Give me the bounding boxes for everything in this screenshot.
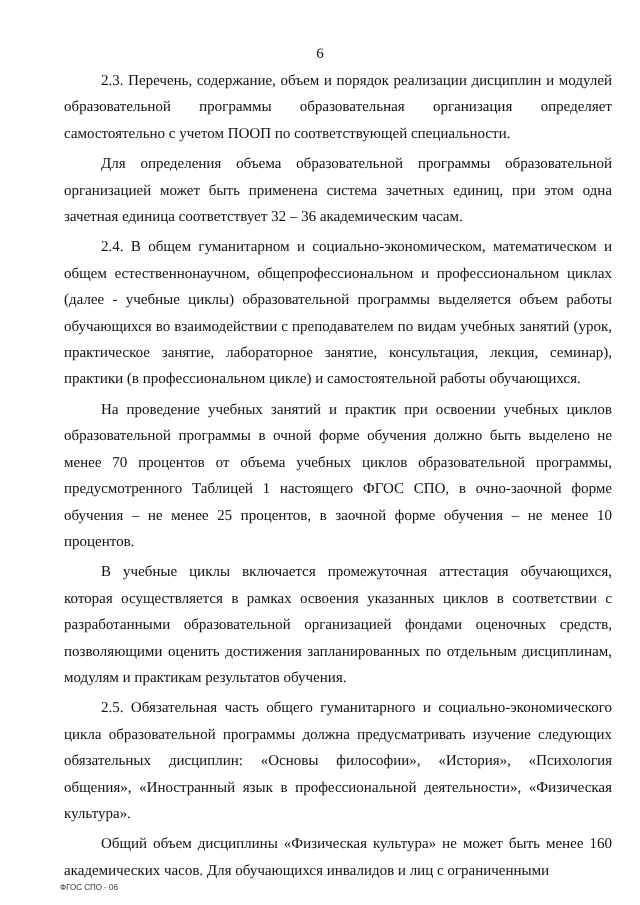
paragraph-attestation: В учебные циклы включается промежуточная аттестация обучающихся, которая осуществляется в рамках освоения указанных циклов в соответствии с разработанными образовательной организацией фондами оценочных средств, позволяющими оценить достижения запланированных по отдельным дисциплинам, модулям и практикам результатов обучения.	[64, 564, 612, 686]
paragraph-physical-culture: Общий объем дисциплины «Физическая культура» не может быть менее 160 академических часов. Для обучающихся инвалидов и лиц с ограниченными	[64, 836, 612, 879]
paragraph-2-3: 2.3. Перечень, содержание, объем и порядок реализации дисциплин и модулей образовательной программы образовательная организация определяет самостоятельно с учетом ПООП по соответствующей специальности.	[64, 73, 612, 142]
paragraph-hours-share: На проведение учебных занятий и практик при освоении учебных циклов образовательной программы в очной форме обучения должно быть выделено не менее 70 процентов от объема учебных циклов образовательной программы, предусмотренного Таблицей 1 настоящего ФГОС СПО, в очно-заочной форме обучения – не менее 25 процентов, в заочной форме обучения – не менее 10 процентов.	[64, 401, 612, 550]
document-body	[64, 68, 612, 888]
page-number: 6	[316, 46, 324, 62]
paragraph-2-4: 2.4. В общем гуманитарном и социально-экономическом, математическом и общем естественнонаучном, общепрофессиональном и профессиональном циклах (далее - учебные циклы) образовательной программы выделяется объем работы обучающихся во взаимодействии с преподавателем по видам учебных занятий (урок, практическое занятие, лабораторное занятие, консультация, лекция, семинар), практики (в профессиональном цикле) и самостоятельной работы обучающихся.	[64, 239, 612, 388]
paragraph-credit-units: Для определения объема образовательной программы образовательной организацией может быть применена система зачетных единиц, при этом одна зачетная единица соответствует 32 – 36 академическим часам.	[64, 156, 612, 226]
paragraph-2-5: 2.5. Обязательная часть общего гуманитарного и социально-экономического цикла образовательной программы должна предусматривать изучение следующих обязательных дисциплин: «Основы философии», «История», «Психология общения», «Иностранный язык в профессиональной деятельности», «Физическая культура».	[64, 700, 612, 822]
footer-code: ФГОС СПО - 06	[60, 883, 118, 892]
